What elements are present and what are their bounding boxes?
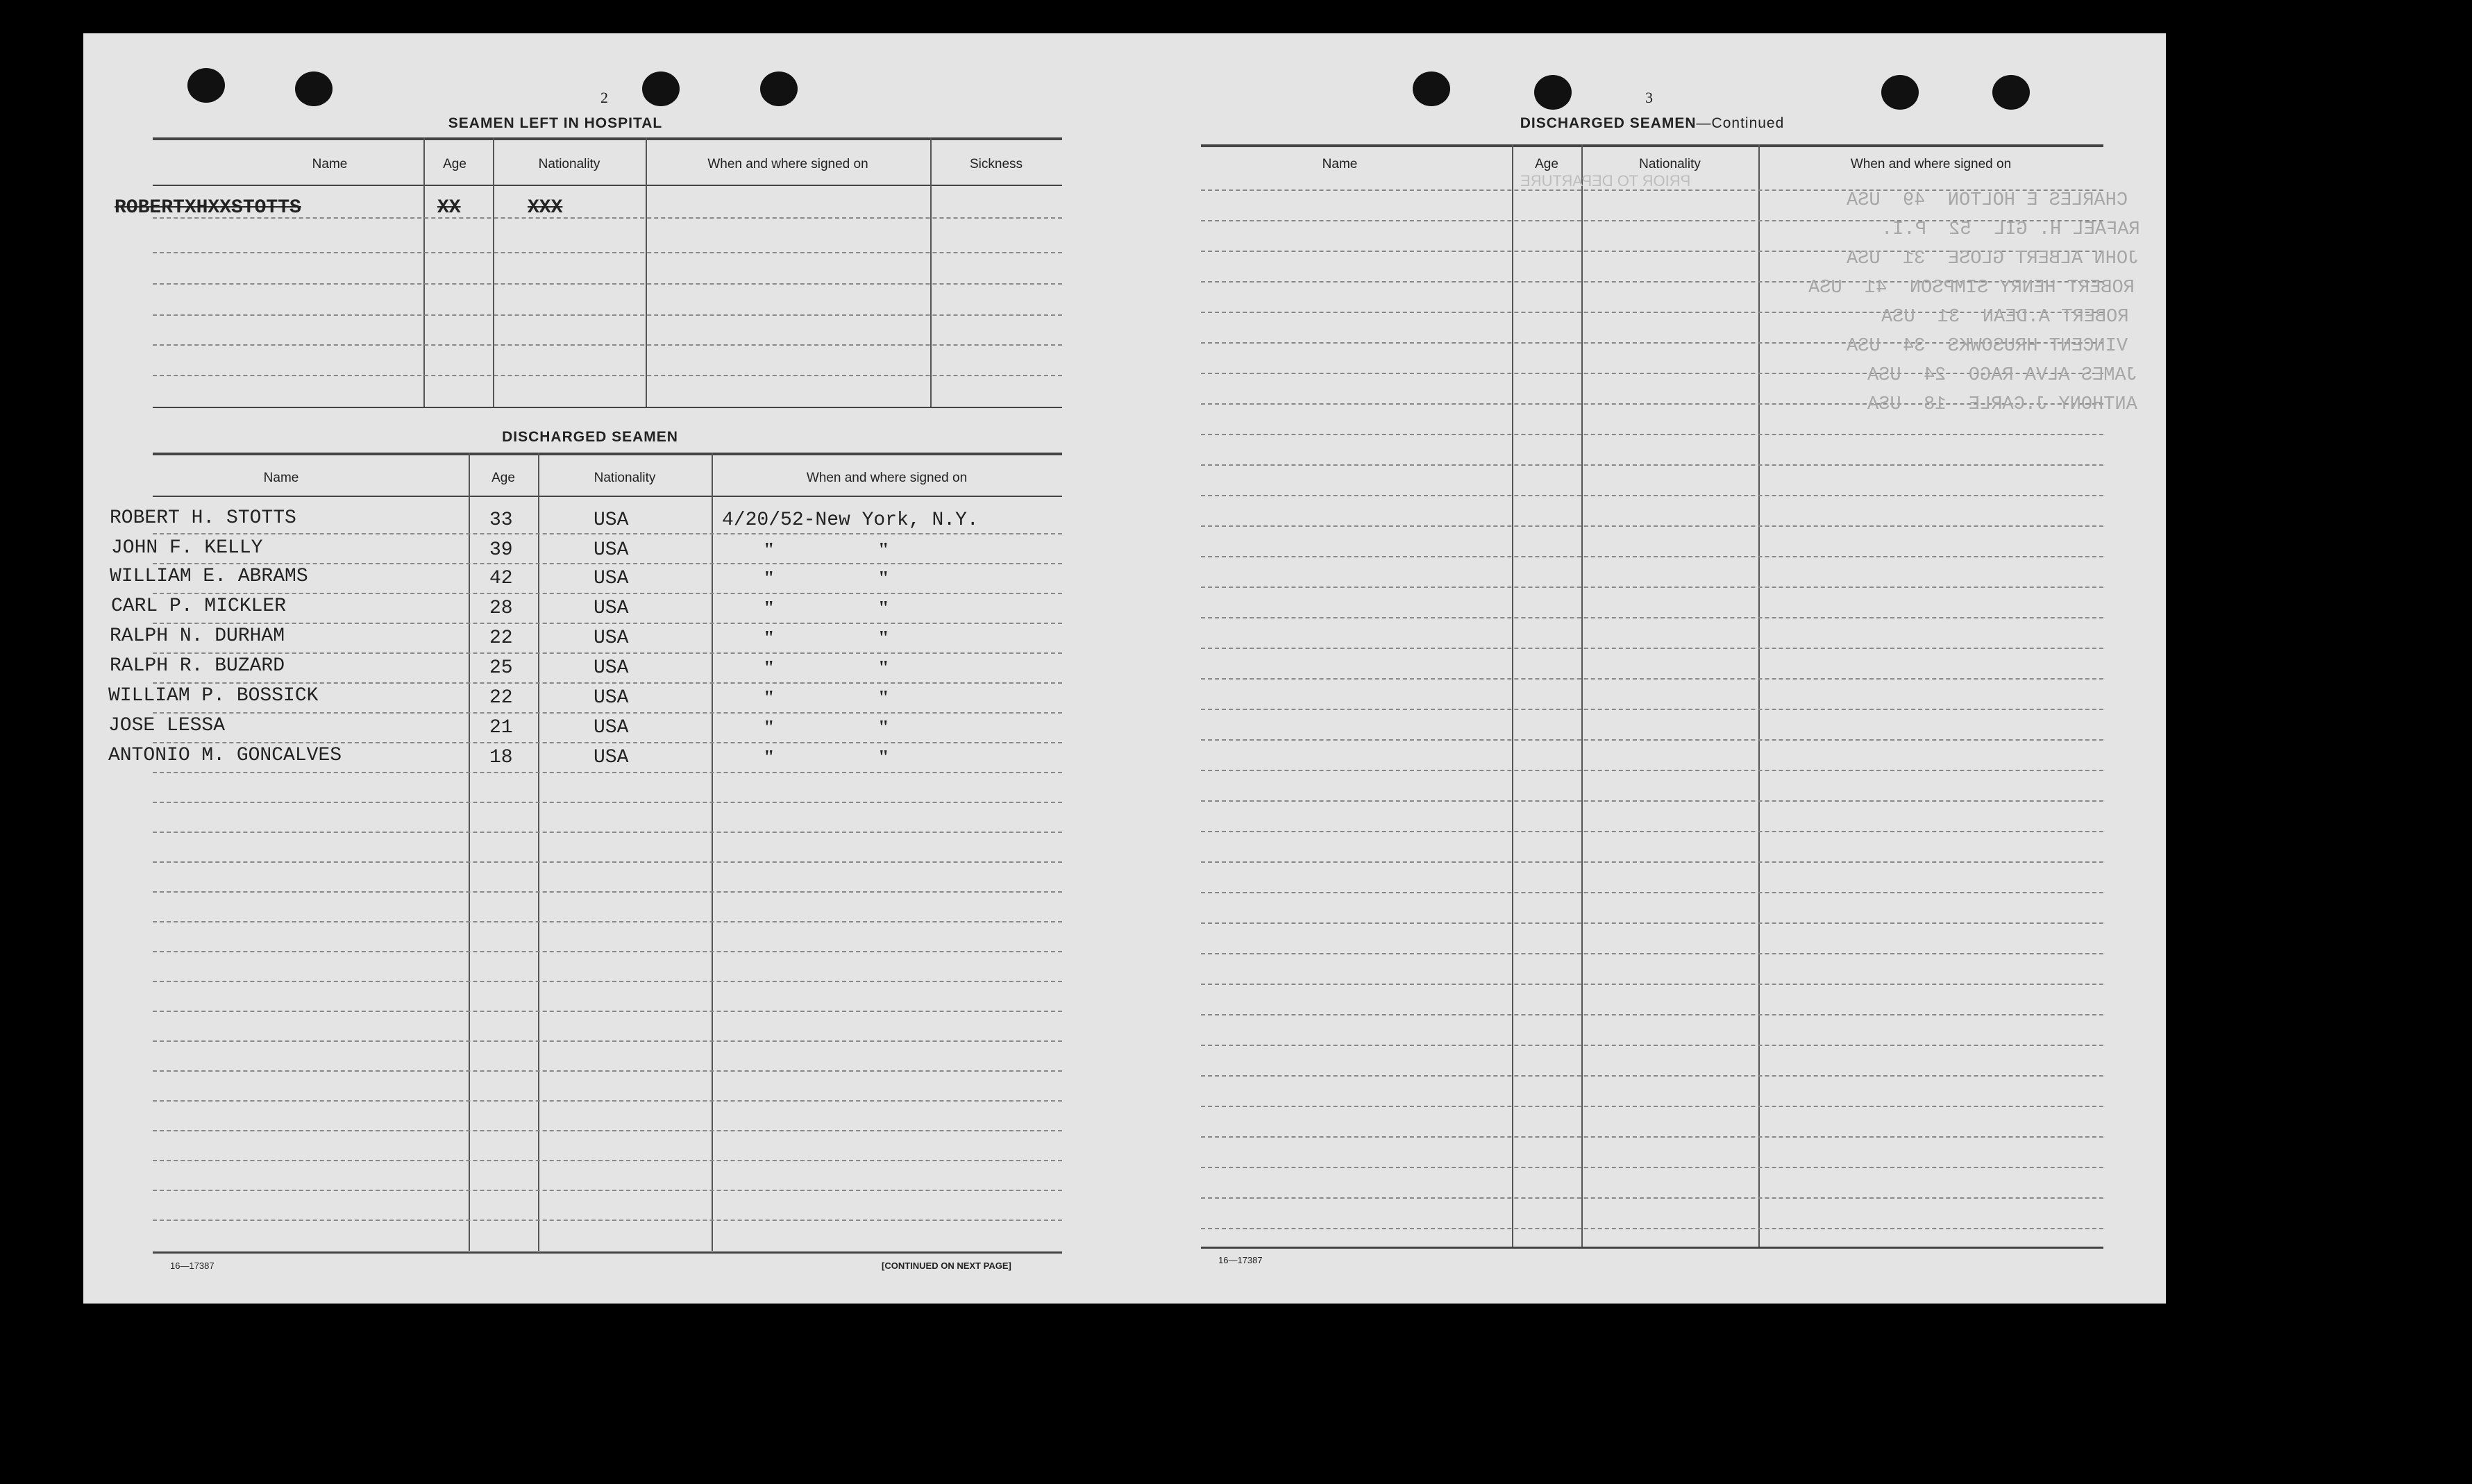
ditto-mark: " xyxy=(878,627,889,649)
ditto-mark: " xyxy=(764,568,775,589)
form-number: 16—17387 xyxy=(1218,1255,1263,1265)
row-rule xyxy=(1201,1167,2103,1168)
row-rule xyxy=(1201,1045,2103,1046)
col-name: Name xyxy=(263,471,299,485)
row-rule xyxy=(153,252,1062,253)
right-page xyxy=(1132,33,2166,1304)
col-nationality: Nationality xyxy=(594,471,656,485)
rule xyxy=(153,453,1062,455)
col-age: Age xyxy=(443,157,466,171)
rule xyxy=(153,407,1062,408)
row-rule xyxy=(153,375,1062,376)
bleed-through-text: ROBERT A.DEAN 31 USA xyxy=(1881,307,2129,328)
row-rule xyxy=(1201,587,2103,588)
col-name: Name xyxy=(312,157,348,171)
ditto-mark: " xyxy=(878,598,889,619)
row-rule xyxy=(1201,1106,2103,1107)
rule xyxy=(1201,1247,2103,1249)
form-number: 16—17387 xyxy=(170,1260,215,1271)
col-age: Age xyxy=(1535,157,1558,171)
row-rule xyxy=(1201,617,2103,618)
ditto-mark: " xyxy=(764,627,775,649)
row-rule xyxy=(153,563,1062,564)
col-signed-on: When and where signed on xyxy=(1850,157,2012,171)
rule xyxy=(153,185,1062,186)
row-rule xyxy=(1201,892,2103,893)
seaman-age: 39 xyxy=(489,539,513,561)
ditto-mark: " xyxy=(878,687,889,709)
punch-hole xyxy=(1881,75,1919,110)
row-rule xyxy=(1201,434,2103,435)
seaman-nationality: USA xyxy=(594,598,629,619)
seaman-name: JOSE LESSA xyxy=(108,715,226,736)
row-rule xyxy=(153,1220,1062,1221)
seaman-name: ROBERT H. STOTTS xyxy=(110,507,296,529)
row-rule xyxy=(1201,1197,2103,1199)
row-rule xyxy=(153,1070,1062,1072)
ditto-mark: " xyxy=(764,657,775,679)
row-rule xyxy=(1201,678,2103,680)
seaman-nationality: USA xyxy=(594,627,629,649)
row-rule xyxy=(1201,648,2103,649)
seaman-nationality: USA xyxy=(594,687,629,709)
bleed-through-text: VINCENT HRUSOWKS 34 USA xyxy=(1847,336,2128,357)
col-divider xyxy=(1758,144,1760,1248)
row-rule xyxy=(153,682,1062,684)
row-rule xyxy=(153,802,1062,803)
punch-hole xyxy=(642,71,680,106)
row-rule xyxy=(153,1160,1062,1161)
ditto-mark: " xyxy=(764,539,775,561)
bleed-through-text: CHARLES E HOLTON 49 USA xyxy=(1847,190,2128,211)
page-number: 2 xyxy=(600,89,608,106)
ditto-mark: " xyxy=(764,747,775,768)
bleed-through-heading: PRIOR TO DEPARTURE xyxy=(1520,172,1691,189)
bleed-through-text: JAMES ALVA RAGO 24 USA xyxy=(1867,365,2137,386)
row-rule xyxy=(153,712,1062,714)
row-rule xyxy=(1201,1075,2103,1077)
row-rule xyxy=(153,742,1062,743)
col-signed-on: When and where signed on xyxy=(806,471,968,485)
seaman-age: 33 xyxy=(489,509,513,531)
row-rule xyxy=(1201,953,2103,954)
col-sickness: Sickness xyxy=(969,157,1023,171)
bleed-through-text: JOHN ALBERT GLOSE 31 USA xyxy=(1847,248,2139,269)
row-rule xyxy=(153,1040,1062,1042)
seaman-nationality: USA xyxy=(594,717,629,739)
row-rule xyxy=(1201,556,2103,557)
ditto-mark: " xyxy=(764,598,775,619)
col-divider xyxy=(930,137,932,408)
page-title xyxy=(1409,115,1895,132)
bleed-through-text: ROBERT HENRY SIMPSON 41 USA xyxy=(1808,278,2135,298)
seaman-age: 21 xyxy=(489,717,513,739)
punch-hole xyxy=(1992,75,2030,110)
punch-hole xyxy=(760,71,798,106)
col-nationality: Nationality xyxy=(538,157,600,171)
seaman-nationality: USA xyxy=(594,747,629,768)
seaman-age: 25 xyxy=(489,657,513,679)
rule xyxy=(1201,144,2103,147)
ditto-mark: " xyxy=(764,687,775,709)
seaman-age: 18 xyxy=(489,747,513,768)
discharged-section-title: DISCHARGED SEAMEN xyxy=(502,429,678,445)
ditto-mark: " xyxy=(764,717,775,739)
rule xyxy=(153,137,1062,140)
row-rule xyxy=(1201,1014,2103,1015)
row-rule xyxy=(1201,770,2103,771)
seaman-name: RALPH N. DURHAM xyxy=(110,625,285,647)
seaman-age: 22 xyxy=(489,627,513,649)
row-rule xyxy=(153,772,1062,773)
rule xyxy=(153,496,1062,497)
punch-hole xyxy=(1413,71,1450,106)
row-rule xyxy=(1201,1228,2103,1229)
col-nationality: Nationality xyxy=(1639,157,1701,171)
col-divider xyxy=(1581,144,1583,1248)
col-divider xyxy=(493,137,494,408)
row-rule xyxy=(1201,495,2103,496)
row-rule xyxy=(153,832,1062,833)
punch-hole xyxy=(295,71,333,106)
col-divider xyxy=(1512,144,1513,1248)
hospital-section-title: SEAMEN LEFT IN HOSPITAL xyxy=(448,115,663,131)
seaman-nationality: USA xyxy=(594,657,629,679)
bleed-through-text: RAFAEL H. GIL 52 P.I. xyxy=(1881,219,2140,240)
rule xyxy=(153,1251,1062,1254)
ditto-mark: " xyxy=(878,657,889,679)
seaman-age: 28 xyxy=(489,598,513,619)
row-rule xyxy=(153,314,1062,316)
row-rule xyxy=(1201,800,2103,802)
hospital-entry-age: XX xyxy=(437,197,461,219)
hospital-entry-name: ROBERTXHXXSTOTTS xyxy=(115,197,301,219)
page-title-text: DISCHARGED SEAMEN xyxy=(1520,115,1697,131)
ditto-mark: " xyxy=(878,568,889,589)
seaman-nationality: USA xyxy=(594,509,629,531)
seaman-signed-on: 4/20/52-New York, N.Y. xyxy=(722,509,979,531)
row-rule xyxy=(1201,709,2103,710)
row-rule xyxy=(153,533,1062,534)
row-rule xyxy=(153,1190,1062,1191)
continued-note: [CONTINUED ON NEXT PAGE] xyxy=(882,1260,1011,1271)
row-rule xyxy=(153,283,1062,285)
col-signed-on: When and where signed on xyxy=(707,157,868,171)
ditto-mark: " xyxy=(878,717,889,739)
row-rule xyxy=(1201,739,2103,741)
punch-hole xyxy=(1534,75,1572,110)
col-divider xyxy=(423,137,425,408)
row-rule xyxy=(153,652,1062,654)
row-rule xyxy=(1201,464,2103,466)
row-rule xyxy=(153,921,1062,922)
left-page xyxy=(83,33,1132,1304)
row-rule xyxy=(1201,984,2103,985)
col-age: Age xyxy=(491,471,515,485)
seaman-age: 22 xyxy=(489,687,513,709)
row-rule xyxy=(1201,525,2103,527)
hospital-entry-nationality: XXX xyxy=(528,197,563,219)
row-rule xyxy=(153,951,1062,952)
row-rule xyxy=(153,1130,1062,1131)
ditto-mark: " xyxy=(878,747,889,768)
col-name: Name xyxy=(1322,157,1358,171)
page-title-suffix: —Continued xyxy=(1696,115,1785,131)
row-rule xyxy=(153,1011,1062,1012)
row-rule xyxy=(153,344,1062,346)
seaman-name: RALPH R. BUZARD xyxy=(110,655,285,677)
row-rule xyxy=(153,861,1062,863)
row-rule xyxy=(153,623,1062,624)
seaman-name: JOHN F. KELLY xyxy=(111,537,263,559)
row-rule xyxy=(153,891,1062,893)
seaman-age: 42 xyxy=(489,568,513,589)
seaman-name: ANTONIO M. GONCALVES xyxy=(108,745,342,766)
page-number: 3 xyxy=(1645,89,1653,106)
punch-hole xyxy=(187,68,225,103)
seaman-name: CARL P. MICKLER xyxy=(111,596,287,617)
col-divider xyxy=(646,137,647,408)
seaman-name: WILLIAM P. BOSSICK xyxy=(108,685,319,707)
row-rule xyxy=(1201,861,2103,863)
seaman-name: WILLIAM E. ABRAMS xyxy=(110,566,308,587)
row-rule xyxy=(153,593,1062,594)
row-rule xyxy=(153,981,1062,982)
row-rule xyxy=(153,1100,1062,1102)
row-rule xyxy=(1201,922,2103,924)
bleed-through-text: ANTHONY J.CARLE 18 USA xyxy=(1867,394,2137,415)
seaman-nationality: USA xyxy=(594,539,629,561)
seaman-nationality: USA xyxy=(594,568,629,589)
ditto-mark: " xyxy=(878,539,889,561)
row-rule xyxy=(1201,1136,2103,1138)
row-rule xyxy=(1201,831,2103,832)
